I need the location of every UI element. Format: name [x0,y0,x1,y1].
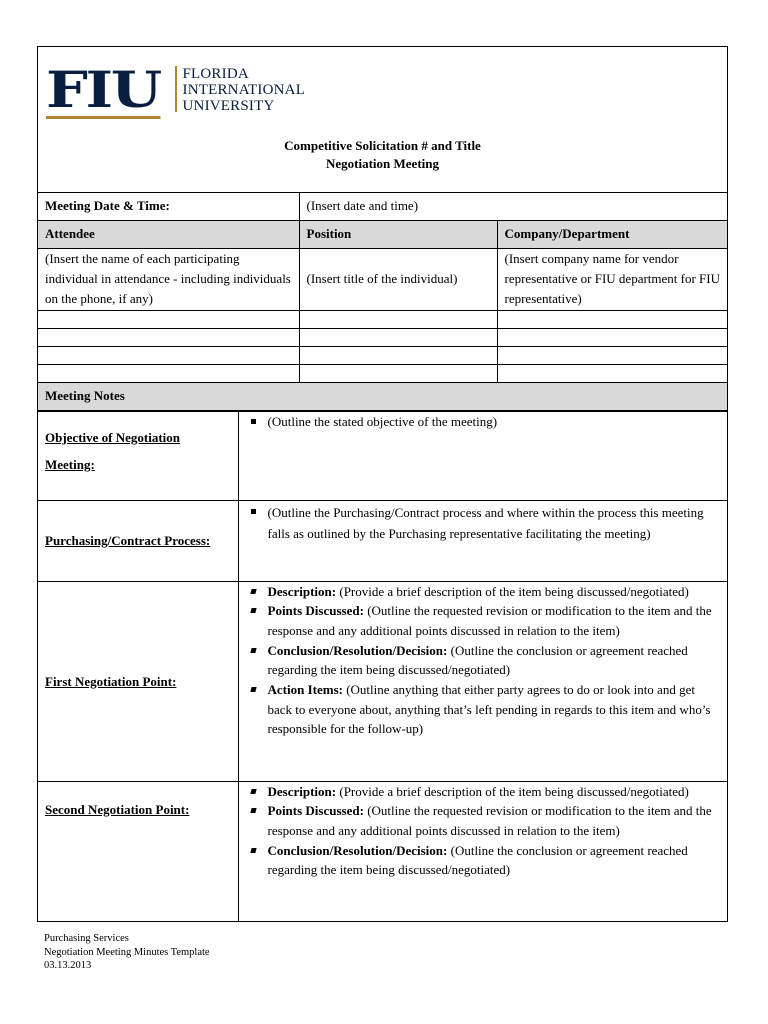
attendee-row [38,328,728,346]
col-company: Company/Department [497,220,728,248]
points-label: Points Discussed: [267,603,364,619]
minutes-form [37,46,728,922]
conclusion-text: (Outline the conclusion or agreement reached regarding the item being discussed/negotiated) [267,842,688,878]
company-cell[interactable] [497,328,728,346]
attendee-row [38,310,728,328]
objective-row [38,411,728,500]
footer-date: 03.13.2013 [44,960,92,971]
position-cell[interactable] [299,346,497,364]
description-bullet [246,582,723,602]
solicitation-title: Competitive Solicitation # and Title [284,138,481,153]
points-text: (Outline the requested revision or modification to the item and the response and any additional points discussed in relation to the item) [267,803,712,838]
meeting-notes-row [38,382,728,410]
process-row [38,500,728,581]
conclusion-label: Conclusion/Resolution/Decision: [267,642,448,658]
action-text: (Outline anything that either party agrees to do or look into and get back to everyone about, anything that’s left pending in regards to this item and who’s responsible for the follow-up) [267,682,711,737]
conclusion-label: Conclusion/Resolution/Decision: [267,842,448,858]
objective-label: Objective of Negotiation Meeting: [38,411,238,500]
points-text: (Outline the requested revision or modification to the item and the response and any additional points discussed in relation to the item) [267,603,712,638]
fiu-logo [46,60,306,119]
attendee-instruction-row [38,248,728,310]
points-label: Points Discussed: [267,803,364,819]
objective-text: (Outline the stated objective of the meeting) [267,413,498,429]
process-content[interactable] [238,500,728,581]
description-text: (Provide a brief description of the item being discussed/negotiated) [336,783,689,799]
meeting-notes-table [38,411,728,922]
logo-line-university: UNIVERSITY [182,98,275,114]
description-text: (Provide a brief description of the item being discussed/negotiated) [336,583,689,599]
attendee-row [38,364,728,382]
fiu-logo-mark [46,60,160,119]
col-position: Position [299,220,497,248]
footer-department: Purchasing Services [44,933,129,944]
meeting-notes-heading: Meeting Notes [38,382,728,410]
page-footer [44,932,210,973]
footer-template-name: Negotiation Meeting Minutes Template [44,946,210,958]
logo-line-florida: FLORIDA [182,66,249,82]
description-label: Description: [267,783,337,799]
attendee-header-row [38,220,728,248]
attendee-row [38,346,728,364]
second-point-row [38,781,728,921]
description-label: Description: [267,583,337,599]
fiu-logo-letters: FIU [46,60,160,119]
document-title [38,137,727,173]
conclusion-text: (Outline the conclusion or agreement reached regarding the item being discussed/negotiated) [267,642,688,678]
objective-bullet [246,412,723,432]
attendee-cell[interactable] [38,310,299,328]
logo-wordmark [183,65,306,114]
first-point-row [38,581,728,781]
first-point-content[interactable] [238,581,728,781]
col-attendee: Attendee [38,220,299,248]
position-cell[interactable] [299,310,497,328]
attendee-cell[interactable] [38,364,299,382]
position-cell[interactable] [299,328,497,346]
process-bullet [246,502,723,544]
second-point-label: Second Negotiation Point: [38,781,238,921]
action-bullet [246,680,723,739]
company-cell[interactable] [497,364,728,382]
conclusion-bullet [246,841,723,880]
process-text: (Outline the Purchasing/Contract process and where within the process this meeting falls as outlined by the Purchasing representative facilitating the meeting) [267,504,704,541]
points-bullet [246,801,723,840]
form-header [38,47,727,193]
description-bullet [246,782,723,802]
company-cell[interactable] [497,346,728,364]
process-label: Purchasing/Contract Process: [38,500,238,581]
company-cell[interactable] [497,310,728,328]
first-point-label: First Negotiation Point: [38,581,238,781]
logo-line-international: INTERNATIONAL [182,82,306,98]
attendee-hint[interactable]: (Insert the name of each participating individual in attendance - including individuals on the phone, if any) [38,248,299,310]
company-hint[interactable]: (Insert company name for vendor representative or FIU department for FIU representative) [497,248,728,310]
points-bullet [246,601,723,640]
objective-content[interactable] [238,411,728,500]
action-label: Action Items: [267,682,343,698]
second-point-content[interactable] [238,781,728,921]
meeting-date-row [38,193,728,220]
position-cell[interactable] [299,364,497,382]
attendee-cell[interactable] [38,346,299,364]
position-hint[interactable]: (Insert title of the individual) [299,248,497,310]
meeting-date-label: Meeting Date & Time: [38,193,299,220]
meeting-date-value[interactable]: (Insert date and time) [299,193,728,220]
attendee-cell[interactable] [38,328,299,346]
meeting-title: Negotiation Meeting [325,156,439,171]
conclusion-bullet [246,641,723,680]
attendee-table [38,193,728,411]
logo-divider [175,66,177,112]
